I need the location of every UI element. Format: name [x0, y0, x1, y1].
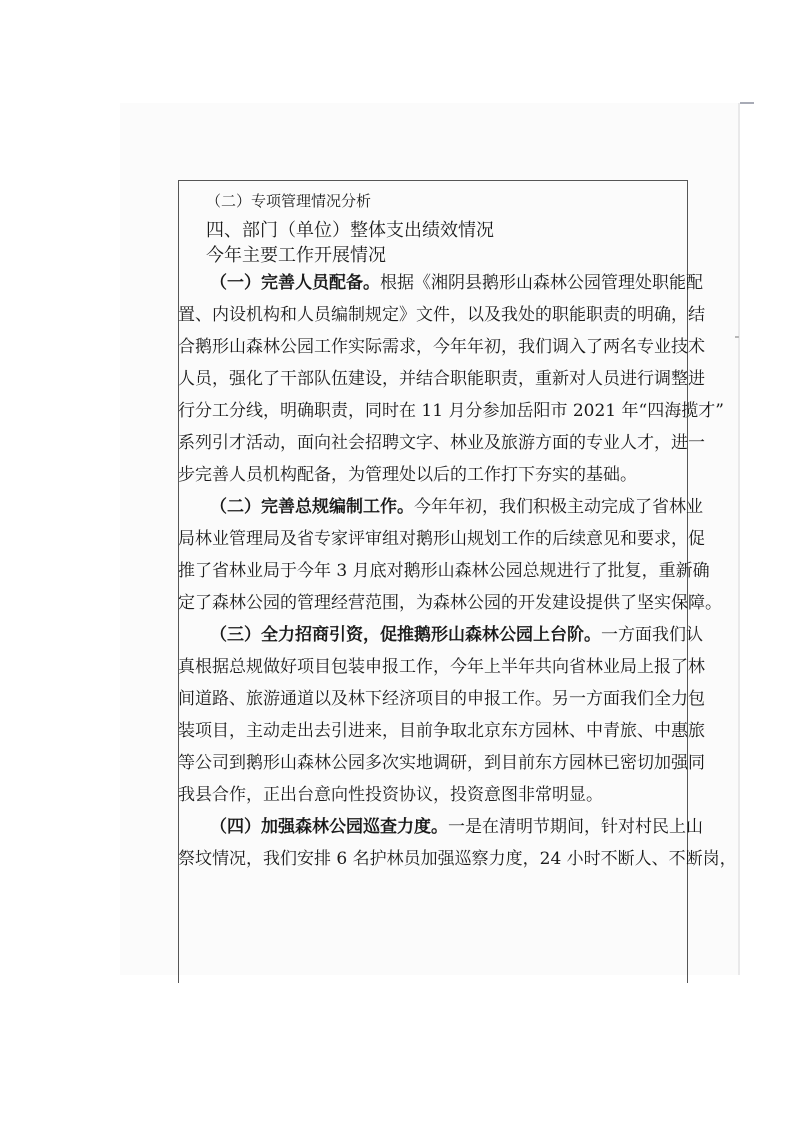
para3-line3: 间道路、旅游通道以及林下经济项目的申报工作。另一方面我们全力包 [178, 689, 705, 709]
para1-line4: 人员，强化了干部队伍建设，并结合职能职责，重新对人员进行调整进 [178, 369, 705, 389]
para3-lead: （三）全力招商引资，促推鹅形山森林公园上台阶。 [210, 625, 601, 645]
para3-text1: 一方面我们认 [601, 625, 703, 645]
para2-line4: 定了森林公园的管理经营范围，为森林公园的开发建设提供了坚实保障。 [178, 593, 722, 613]
para4-lead: （四）加强森林公园巡查力度。 [210, 817, 448, 837]
para1-line6: 系列引才活动，面向社会招聘文字、林业及旅游方面的专业人才，进一 [178, 433, 705, 453]
para2-line3: 推了省林业局于今年 3 月底对鹅形山森林公园总规进行了批复，重新确 [178, 561, 710, 581]
para4-line1 [210, 812, 703, 837]
subheading-2: （二）专项管理情况分析 [206, 192, 372, 210]
para3-line2: 真根据总规做好项目包装申报工作，今年上半年共向省林业局上报了林 [178, 657, 705, 677]
para2-line1 [210, 492, 703, 517]
para1-line7: 步完善人员机构配备，为管理处以后的工作打下夯实的基础。 [178, 465, 637, 485]
para1-line3: 合鹅形山森林公园工作实际需求，今年年初，我们调入了两名专业技术 [178, 337, 705, 357]
para1-line2: 置、内设机构和人员编制规定》文件，以及我处的职能职责的明确，结 [178, 305, 705, 325]
para1-lead: （一）完善人员配备。 [210, 273, 380, 293]
para2-line2: 局林业管理局及省专家评审组对鹅形山规划工作的后续意见和要求，促 [178, 529, 705, 549]
scan-corner-mark [740, 102, 754, 104]
para4-text1: 一是在清明节期间，针对村民上山 [448, 817, 703, 837]
para3-line6: 我县合作，正出台意向性投资协议，投资意图非常明显。 [178, 785, 603, 805]
para3-line4: 装项目，主动走出去引进来，目前争取北京东方园林、中青旅、中惠旅 [178, 721, 705, 741]
section-heading-4: 四、部门（单位）整体支出绩效情况 [206, 220, 494, 241]
para1-line1 [210, 268, 703, 293]
para2-text1: 今年年初，我们积极主动完成了省林业 [414, 497, 703, 517]
section-heading-work: 今年主要工作开展情况 [206, 245, 386, 266]
scan-edge-shadow [738, 103, 740, 975]
para2-lead: （二）完善总规编制工作。 [210, 497, 414, 517]
para3-line1 [210, 620, 703, 645]
scan-dash-mark [735, 336, 739, 338]
para4-line2: 祭坟情况，我们安排 6 名护林员加强巡察力度，24 小时不断人、不断岗， [178, 849, 737, 869]
para3-line5: 等公司到鹅形山森林公园多次实地调研，到目前东方园林已密切加强同 [178, 753, 705, 773]
para1-text1: 根据《湘阴县鹅形山森林公园管理处职能配 [380, 273, 703, 293]
para1-line5: 行分工分线，明确职责，同时在 11 月分参加岳阳市 2021 年“四海揽才” [178, 401, 724, 421]
